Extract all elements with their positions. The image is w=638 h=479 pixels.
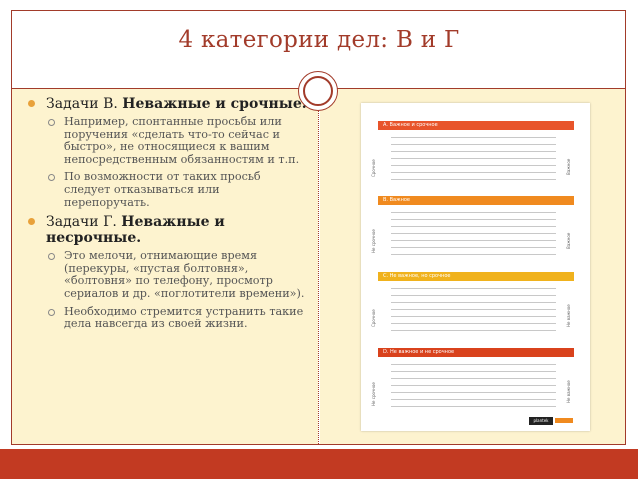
sub-bullet-text: Например, спонтанные просьбы или поручения «сделать что-то сейчас и быстро», не относящиеся к вашим непосредственным обязанностям и т.п. [64,115,300,166]
sheet-line [391,233,556,234]
sheet-logo-accent [555,418,573,423]
sheet-line [391,247,556,248]
sub-bullet-ring-icon [48,309,55,316]
sheet-line [391,309,556,310]
sheet-side-label: Важное [566,232,571,249]
sheet-line [391,406,556,407]
sheet-line [391,226,556,227]
sheet-line [391,172,556,173]
sheet-line [391,219,556,220]
bullet-list [28,96,308,336]
sheet-logo: plantek [529,417,553,425]
sheet-side-label: Не важное [566,380,571,403]
bullet-item-g [28,214,308,246]
sheet-line [391,144,556,145]
sub-bullet-ring-icon [48,174,55,181]
sheet-line [391,302,556,303]
sheet-side-label: Не срочное [371,382,376,406]
sheet-line [391,364,556,365]
sub-bullet-text: По возможности от таких просьб следует отказываться или перепоручать. [64,170,261,209]
sheet-line [391,288,556,289]
sheet-section-bar: C. Не важное, но срочное [378,272,574,281]
sheet-line [391,385,556,386]
sub-bullet-text: Необходимо стремится устранить такие дела навсегда из своей жизни. [64,304,304,331]
sheet-line [391,240,556,241]
sub-bullet-text: Это мелочи, отнимающие время (перекуры, «пустая болтовня», «болтовня» по телефону, просмотр сериалов и др. «поглотители времени»). [64,249,305,300]
bullet-dot-icon [28,100,35,107]
sub-bullet [28,171,308,209]
sheet-section-bar: D. Не важное и не срочное [378,348,574,357]
sub-bullet-ring-icon [48,119,55,126]
sheet-line [391,371,556,372]
planner-sheet-image [361,103,590,431]
sheet-side-label: Срочное [371,309,376,327]
sub-bullet [28,250,308,300]
bullet-bold: Неважные и срочные. [122,96,307,112]
sheet-line [391,158,556,159]
bullet-item-v [28,96,308,112]
sheet-line [391,254,556,255]
sheet-line [391,151,556,152]
sheet-line [391,316,556,317]
sheet-line [391,179,556,180]
sheet-line [391,330,556,331]
sheet-section-bar: A. Важное и срочное [378,121,574,130]
sheet-section-bar: B. Важное [378,196,574,205]
sub-bullet [28,116,308,166]
sheet-side-label: Не срочное [371,229,376,253]
sheet-line [391,165,556,166]
sheet-line [391,378,556,379]
column-divider [318,89,319,444]
sub-bullet-ring-icon [48,253,55,260]
sheet-side-label: Важное [566,158,571,175]
sheet-side-label: Не важное [566,304,571,327]
bottom-band [0,449,638,479]
sheet-line [391,137,556,138]
slide-title: 4 категории дел: В и Г [178,27,460,53]
sheet-line [391,323,556,324]
sheet-line [391,392,556,393]
bullet-dot-icon [28,218,35,225]
bullet-prefix: Задачи Г. [46,214,122,231]
sheet-side-label: Срочное [371,159,376,177]
sheet-line [391,295,556,296]
sheet-line [391,212,556,213]
bullet-prefix: Задачи В. [46,96,123,112]
sub-bullet [28,306,308,331]
sheet-line [391,399,556,400]
bullet-bold: Неважные и несрочные. [46,214,225,247]
